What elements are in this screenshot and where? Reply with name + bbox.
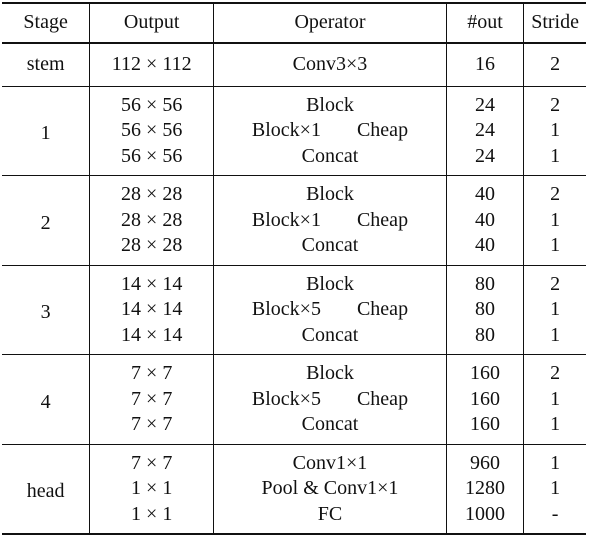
output-cell: 112 × 112 — [90, 43, 214, 86]
header-row — [2, 3, 586, 43]
output-cell: 28 × 28 — [90, 208, 214, 234]
stage-cell: 2 — [40, 211, 51, 234]
table-row — [2, 118, 586, 144]
operator-cheap: Cheap — [356, 119, 409, 141]
operator-cell: Pool & Conv1×1 — [214, 476, 447, 502]
operator-split — [252, 387, 408, 413]
stride-cell: 1 — [524, 208, 586, 234]
operator-block-count: Block×5 — [251, 387, 321, 410]
table-row — [2, 323, 586, 355]
out-cell: 160 — [446, 355, 523, 387]
operator-cell: Block — [214, 265, 447, 297]
table-row — [2, 355, 586, 387]
output-cell: 7 × 7 — [90, 412, 214, 444]
output-cell: 1 × 1 — [90, 476, 214, 502]
operator-cell: Conv3×3 — [214, 43, 447, 86]
out-cell: 40 — [446, 233, 523, 265]
header-out: #out — [446, 3, 523, 43]
stage-group-1 — [2, 86, 586, 176]
operator-cell: Block — [214, 355, 447, 387]
operator-cell — [214, 297, 447, 323]
operator-cell: Block — [214, 86, 447, 118]
out-cell: 24 — [446, 86, 523, 118]
out-cell: 160 — [446, 387, 523, 413]
operator-cheap: Cheap — [356, 208, 409, 231]
operator-cell — [214, 208, 447, 234]
out-cell: 80 — [446, 323, 523, 355]
header-stage: Stage — [23, 11, 68, 34]
out-cell: 24 — [446, 144, 523, 176]
table-row — [2, 233, 586, 265]
operator-cell: Concat — [214, 412, 447, 444]
stride-cell: 2 — [524, 43, 586, 86]
stride-cell: 1 — [524, 323, 586, 355]
operator-split — [252, 297, 408, 323]
stride-cell: 2 — [524, 176, 586, 208]
table-row — [2, 444, 586, 476]
stage-cell: 4 — [40, 390, 51, 413]
operator-block-count: Block×5 — [251, 298, 321, 320]
operator-block-count: Block×1 — [251, 208, 321, 231]
table-row — [2, 144, 586, 176]
stage-cell: stem — [26, 53, 65, 75]
stride-cell: 1 — [524, 144, 586, 176]
stride-cell: 1 — [524, 476, 586, 502]
output-cell: 14 × 14 — [90, 297, 214, 323]
stage-group-stem — [2, 43, 586, 86]
out-cell: 40 — [446, 176, 523, 208]
out-cell: 24 — [446, 118, 523, 144]
out-cell: 960 — [446, 444, 523, 476]
operator-split — [252, 208, 408, 234]
output-cell: 7 × 7 — [90, 355, 214, 387]
out-cell: 160 — [446, 412, 523, 444]
operator-cell — [214, 387, 447, 413]
table-row — [2, 43, 586, 86]
stage-cell: head — [26, 480, 65, 502]
header-output: Output — [90, 3, 214, 43]
stride-cell: 2 — [524, 265, 586, 297]
stage-group-3 — [2, 265, 586, 355]
operator-cheap: Cheap — [356, 298, 409, 320]
stride-cell: 2 — [524, 355, 586, 387]
operator-cell: Concat — [214, 144, 447, 176]
stride-cell: 1 — [524, 412, 586, 444]
output-cell: 14 × 14 — [90, 323, 214, 355]
table-row — [2, 265, 586, 297]
stride-cell: 1 — [524, 233, 586, 265]
table-row — [2, 208, 586, 234]
out-cell: 16 — [446, 43, 523, 86]
operator-cell: Block — [214, 176, 447, 208]
operator-cheap: Cheap — [356, 387, 409, 410]
output-cell: 28 × 28 — [90, 176, 214, 208]
out-cell: 1000 — [446, 502, 523, 535]
output-cell: 56 × 56 — [90, 118, 214, 144]
table-header — [2, 3, 586, 43]
out-cell: 40 — [446, 208, 523, 234]
output-cell: 56 × 56 — [90, 86, 214, 118]
architecture-table — [2, 2, 586, 535]
operator-cell: FC — [214, 502, 447, 535]
operator-block-count: Block×1 — [251, 119, 321, 141]
stage-cell: 3 — [40, 301, 51, 323]
output-cell: 7 × 7 — [90, 444, 214, 476]
stride-cell: 1 — [524, 387, 586, 413]
stride-cell: 1 — [524, 118, 586, 144]
table-row — [2, 86, 586, 118]
output-cell: 7 × 7 — [90, 387, 214, 413]
table-row — [2, 297, 586, 323]
stage-cell: 1 — [40, 122, 51, 144]
stride-cell: 2 — [524, 86, 586, 118]
stage-group-2 — [2, 176, 586, 266]
out-cell: 80 — [446, 265, 523, 297]
table-row — [2, 502, 586, 535]
table-row — [2, 176, 586, 208]
stride-cell: 1 — [524, 297, 586, 323]
operator-cell: Concat — [214, 233, 447, 265]
stride-cell: - — [524, 502, 586, 535]
header-stride: Stride — [524, 3, 586, 43]
out-cell: 1280 — [446, 476, 523, 502]
table-row — [2, 476, 586, 502]
output-cell: 14 × 14 — [90, 265, 214, 297]
header-operator: Operator — [214, 3, 447, 43]
output-cell: 28 × 28 — [90, 233, 214, 265]
operator-cell: Conv1×1 — [214, 444, 447, 476]
output-cell: 56 × 56 — [90, 144, 214, 176]
stage-group-head — [2, 444, 586, 534]
out-cell: 80 — [446, 297, 523, 323]
operator-split — [252, 118, 408, 144]
table-row — [2, 412, 586, 444]
stride-cell: 1 — [524, 444, 586, 476]
operator-cell: Concat — [214, 323, 447, 355]
operator-cell — [214, 118, 447, 144]
stage-group-4 — [2, 355, 586, 445]
output-cell: 1 × 1 — [90, 502, 214, 535]
table-row — [2, 387, 586, 413]
